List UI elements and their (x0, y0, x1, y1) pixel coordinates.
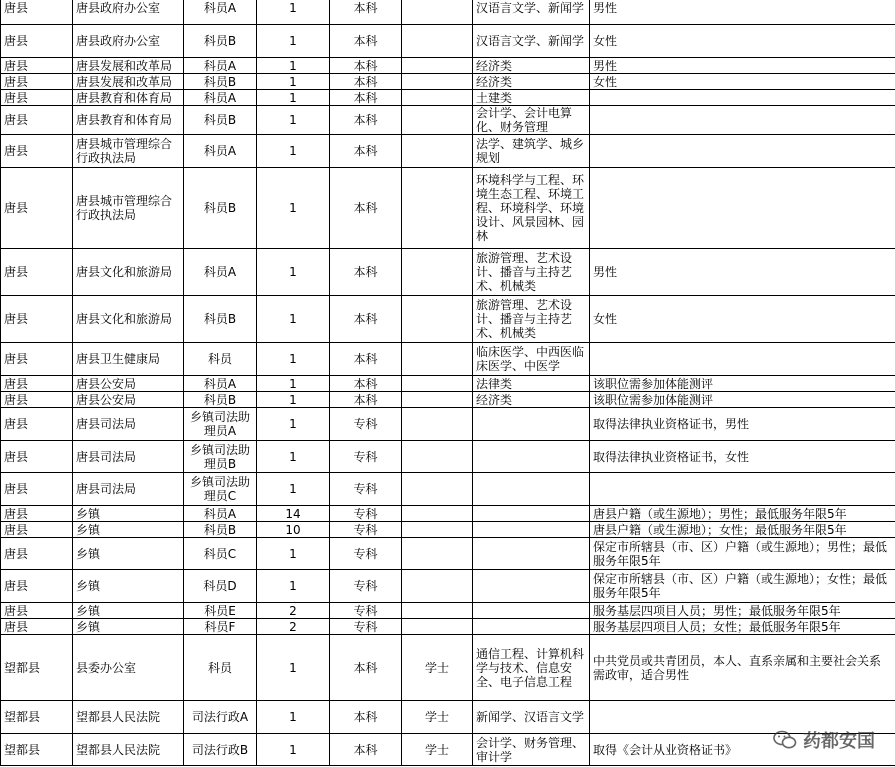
cell-major: 会计学、会计电算化、财务管理 (473, 106, 590, 135)
cell-education: 本科 (330, 168, 402, 249)
cell-remarks: 唐县户籍（或生源地）；女性；最低服务年限5年 (590, 522, 895, 538)
cell-education: 本科 (330, 296, 402, 343)
cell-position: 科员A (184, 58, 257, 74)
table-row (1, 376, 895, 392)
table-row (1, 473, 895, 506)
cell-education: 专科 (330, 603, 402, 619)
cell-degree (402, 0, 473, 25)
cell-count: 1 (257, 701, 330, 734)
cell-count: 1 (257, 635, 330, 701)
cell-major (473, 441, 590, 473)
cell-department: 唐县司法局 (73, 441, 184, 473)
cell-department: 唐县司法局 (73, 408, 184, 441)
cell-county: 唐县 (1, 376, 73, 392)
cell-education: 本科 (330, 74, 402, 90)
cell-count: 1 (257, 0, 330, 25)
cell-degree (402, 619, 473, 635)
cell-position: 科员B (184, 106, 257, 135)
cell-major: 汉语言文学、新闻学 (473, 25, 590, 58)
table-row (1, 58, 895, 74)
cell-department: 唐县发展和改革局 (73, 74, 184, 90)
cell-major: 汉语言文学、新闻学 (473, 0, 590, 25)
cell-education: 专科 (330, 408, 402, 441)
cell-department: 唐县司法局 (73, 473, 184, 506)
cell-degree (402, 408, 473, 441)
cell-major: 法学、建筑学、城乡规划 (473, 135, 590, 168)
cell-major (473, 506, 590, 522)
cell-department: 乡镇 (73, 506, 184, 522)
cell-major: 经济类 (473, 392, 590, 408)
cell-position: 乡镇司法助理员C (184, 473, 257, 506)
cell-count: 1 (257, 249, 330, 296)
cell-department: 唐县公安局 (73, 392, 184, 408)
cell-position: 司法行政B (184, 734, 257, 766)
cell-major: 会计学、财务管理、审计学 (473, 734, 590, 766)
cell-county: 望都县 (1, 734, 73, 766)
table-row (1, 734, 895, 766)
cell-education: 本科 (330, 635, 402, 701)
cell-remarks: 女性 (590, 25, 895, 58)
cell-education: 专科 (330, 619, 402, 635)
cell-department: 乡镇 (73, 570, 184, 603)
cell-count: 1 (257, 473, 330, 506)
cell-remarks: 取得《会计从业资格证书》 (590, 734, 895, 766)
table-row (1, 74, 895, 90)
cell-county: 唐县 (1, 538, 73, 570)
cell-degree (402, 25, 473, 58)
cell-remarks: 男性 (590, 249, 895, 296)
cell-major: 土建类 (473, 90, 590, 106)
cell-major (473, 522, 590, 538)
cell-department: 唐县发展和改革局 (73, 58, 184, 74)
cell-degree (402, 74, 473, 90)
cell-department: 唐县文化和旅游局 (73, 296, 184, 343)
cell-degree (402, 135, 473, 168)
cell-remarks: 唐县户籍（或生源地）；男性；最低服务年限5年 (590, 506, 895, 522)
cell-education: 本科 (330, 106, 402, 135)
cell-remarks: 该职位需参加体能测评 (590, 392, 895, 408)
cell-position: 科员B (184, 296, 257, 343)
cell-count: 1 (257, 734, 330, 766)
cell-position: 科员A (184, 90, 257, 106)
cell-major: 旅游管理、艺术设计、播音与主持艺术、机械类 (473, 249, 590, 296)
cell-education: 专科 (330, 441, 402, 473)
cell-major (473, 619, 590, 635)
cell-count: 2 (257, 603, 330, 619)
cell-degree (402, 58, 473, 74)
cell-degree (402, 106, 473, 135)
cell-education: 本科 (330, 376, 402, 392)
cell-remarks (590, 90, 895, 106)
cell-degree (402, 538, 473, 570)
table-row (1, 296, 895, 343)
cell-position: 科员A (184, 506, 257, 522)
cell-count: 1 (257, 408, 330, 441)
cell-county: 唐县 (1, 249, 73, 296)
cell-county: 唐县 (1, 570, 73, 603)
table-row (1, 249, 895, 296)
cell-county: 唐县 (1, 441, 73, 473)
cell-degree (402, 506, 473, 522)
cell-position: 科员 (184, 635, 257, 701)
cell-remarks: 女性 (590, 296, 895, 343)
cell-count: 1 (257, 296, 330, 343)
cell-education: 专科 (330, 570, 402, 603)
cell-education: 本科 (330, 90, 402, 106)
cell-education: 专科 (330, 506, 402, 522)
cell-county: 唐县 (1, 603, 73, 619)
cell-degree: 学士 (402, 734, 473, 766)
cell-department: 唐县文化和旅游局 (73, 249, 184, 296)
cell-major: 新闻学、汉语言文学 (473, 701, 590, 734)
cell-position: 司法行政A (184, 701, 257, 734)
cell-county: 唐县 (1, 506, 73, 522)
cell-major: 临床医学、中西医临床医学、中医学 (473, 343, 590, 376)
table-row (1, 619, 895, 635)
cell-county: 唐县 (1, 473, 73, 506)
cell-remarks: 女性 (590, 74, 895, 90)
table-row (1, 392, 895, 408)
cell-county: 唐县 (1, 135, 73, 168)
cell-count: 1 (257, 135, 330, 168)
table-row (1, 603, 895, 619)
cell-count: 1 (257, 106, 330, 135)
cell-county: 望都县 (1, 635, 73, 701)
cell-degree (402, 473, 473, 506)
cell-education: 本科 (330, 58, 402, 74)
cell-major: 法律类 (473, 376, 590, 392)
table-row (1, 441, 895, 473)
cell-remarks: 中共党员或共青团员，本人、直系亲属和主要社会关系需政审，适合男性 (590, 635, 895, 701)
cell-count: 1 (257, 25, 330, 58)
cell-position: 科员C (184, 538, 257, 570)
cell-county: 唐县 (1, 90, 73, 106)
cell-county: 唐县 (1, 408, 73, 441)
cell-county: 唐县 (1, 296, 73, 343)
table-row (1, 90, 895, 106)
cell-count: 1 (257, 74, 330, 90)
cell-count: 1 (257, 58, 330, 74)
cell-county: 唐县 (1, 392, 73, 408)
cell-count: 1 (257, 376, 330, 392)
cell-department: 唐县城市管理综合行政执法局 (73, 135, 184, 168)
cell-major: 旅游管理、艺术设计、播音与主持艺术、机械类 (473, 296, 590, 343)
cell-county: 唐县 (1, 343, 73, 376)
cell-degree (402, 570, 473, 603)
watermark (773, 727, 875, 753)
cell-count: 1 (257, 392, 330, 408)
table-row (1, 570, 895, 603)
cell-degree (402, 392, 473, 408)
cell-count: 1 (257, 570, 330, 603)
cell-remarks (590, 473, 895, 506)
cell-degree (402, 441, 473, 473)
cell-education: 本科 (330, 343, 402, 376)
cell-count: 1 (257, 168, 330, 249)
cell-department: 唐县公安局 (73, 376, 184, 392)
cell-position: 科员 (184, 343, 257, 376)
cell-department: 唐县政府办公室 (73, 0, 184, 25)
cell-position: 科员B (184, 522, 257, 538)
cell-education: 本科 (330, 701, 402, 734)
cell-position: 科员F (184, 619, 257, 635)
cell-department: 乡镇 (73, 619, 184, 635)
table-row (1, 506, 895, 522)
table-row (1, 106, 895, 135)
table-row (1, 343, 895, 376)
cell-county: 唐县 (1, 74, 73, 90)
cell-major: 经济类 (473, 58, 590, 74)
cell-county: 望都县 (1, 701, 73, 734)
cell-county: 唐县 (1, 25, 73, 58)
cell-degree (402, 522, 473, 538)
cell-degree (402, 90, 473, 106)
table-row (1, 408, 895, 441)
cell-county: 唐县 (1, 619, 73, 635)
cell-remarks: 保定市所辖县（市、区）户籍（或生源地）；男性；最低服务年限5年 (590, 538, 895, 570)
cell-position: 科员A (184, 249, 257, 296)
cell-department: 乡镇 (73, 603, 184, 619)
cell-department: 乡镇 (73, 522, 184, 538)
cell-remarks (590, 168, 895, 249)
cell-major (473, 538, 590, 570)
cell-county: 唐县 (1, 0, 73, 25)
cell-major (473, 473, 590, 506)
cell-department: 望都县人民法院 (73, 701, 184, 734)
cell-position: 科员B (184, 392, 257, 408)
cell-major: 通信工程、计算机科学与技术、信息安全、电子信息工程 (473, 635, 590, 701)
cell-count: 1 (257, 90, 330, 106)
table-row (1, 168, 895, 249)
cell-count: 14 (257, 506, 330, 522)
cell-major (473, 570, 590, 603)
cell-count: 2 (257, 619, 330, 635)
cell-position: 乡镇司法助理员A (184, 408, 257, 441)
cell-education: 本科 (330, 0, 402, 25)
cell-remarks: 男性 (590, 58, 895, 74)
table-row (1, 0, 895, 25)
cell-education: 本科 (330, 392, 402, 408)
cell-position: 科员B (184, 168, 257, 249)
table-row (1, 635, 895, 701)
cell-position: 乡镇司法助理员B (184, 441, 257, 473)
cell-count: 1 (257, 343, 330, 376)
cell-degree (402, 343, 473, 376)
cell-department: 乡镇 (73, 538, 184, 570)
cell-count: 1 (257, 538, 330, 570)
cell-position: 科员B (184, 74, 257, 90)
cell-education: 本科 (330, 249, 402, 296)
cell-department: 唐县政府办公室 (73, 25, 184, 58)
cell-county: 唐县 (1, 58, 73, 74)
cell-count: 1 (257, 441, 330, 473)
table-row (1, 522, 895, 538)
cell-position: 科员B (184, 25, 257, 58)
table-row (1, 701, 895, 734)
cell-department: 县委办公室 (73, 635, 184, 701)
cell-county: 唐县 (1, 106, 73, 135)
cell-major: 经济类 (473, 74, 590, 90)
cell-remarks: 服务基层四项目人员；女性；最低服务年限5年 (590, 619, 895, 635)
table-row (1, 538, 895, 570)
cell-remarks (590, 106, 895, 135)
cell-remarks: 取得法律执业资格证书，女性 (590, 441, 895, 473)
cell-department: 唐县城市管理综合行政执法局 (73, 168, 184, 249)
cell-education: 专科 (330, 538, 402, 570)
cell-degree: 学士 (402, 635, 473, 701)
cell-degree (402, 249, 473, 296)
cell-department: 唐县卫生健康局 (73, 343, 184, 376)
cell-degree (402, 296, 473, 343)
cell-degree (402, 603, 473, 619)
cell-county: 唐县 (1, 168, 73, 249)
cell-department: 唐县教育和体育局 (73, 90, 184, 106)
cell-department: 望都县人民法院 (73, 734, 184, 766)
cell-remarks: 男性 (590, 0, 895, 25)
cell-department: 唐县教育和体育局 (73, 106, 184, 135)
cell-count: 10 (257, 522, 330, 538)
cell-major (473, 408, 590, 441)
cell-degree (402, 168, 473, 249)
cell-education: 本科 (330, 135, 402, 168)
watermark-text: 药都安国 (803, 731, 875, 752)
cell-education: 专科 (330, 522, 402, 538)
wechat-icon (773, 730, 797, 750)
cell-remarks (590, 343, 895, 376)
cell-position: 科员E (184, 603, 257, 619)
cell-position: 科员D (184, 570, 257, 603)
cell-major (473, 603, 590, 619)
cell-degree: 学士 (402, 701, 473, 734)
table-row (1, 25, 895, 58)
cell-education: 本科 (330, 734, 402, 766)
table-row (1, 135, 895, 168)
cell-position: 科员A (184, 0, 257, 25)
cell-education: 专科 (330, 473, 402, 506)
cell-education: 本科 (330, 25, 402, 58)
cell-remarks: 保定市所辖县（市、区）户籍（或生源地）；女性；最低服务年限5年 (590, 570, 895, 603)
cell-position: 科员A (184, 135, 257, 168)
cell-remarks: 该职位需参加体能测评 (590, 376, 895, 392)
cell-remarks: 服务基层四项目人员；男性；最低服务年限5年 (590, 603, 895, 619)
cell-remarks (590, 135, 895, 168)
cell-major: 环境科学与工程、环境生态工程、环境工程、环境科学、环境设计、风景园林、园林 (473, 168, 590, 249)
cell-remarks: 取得法律执业资格证书，男性 (590, 408, 895, 441)
cell-degree (402, 376, 473, 392)
cell-county: 唐县 (1, 522, 73, 538)
cell-position: 科员A (184, 376, 257, 392)
